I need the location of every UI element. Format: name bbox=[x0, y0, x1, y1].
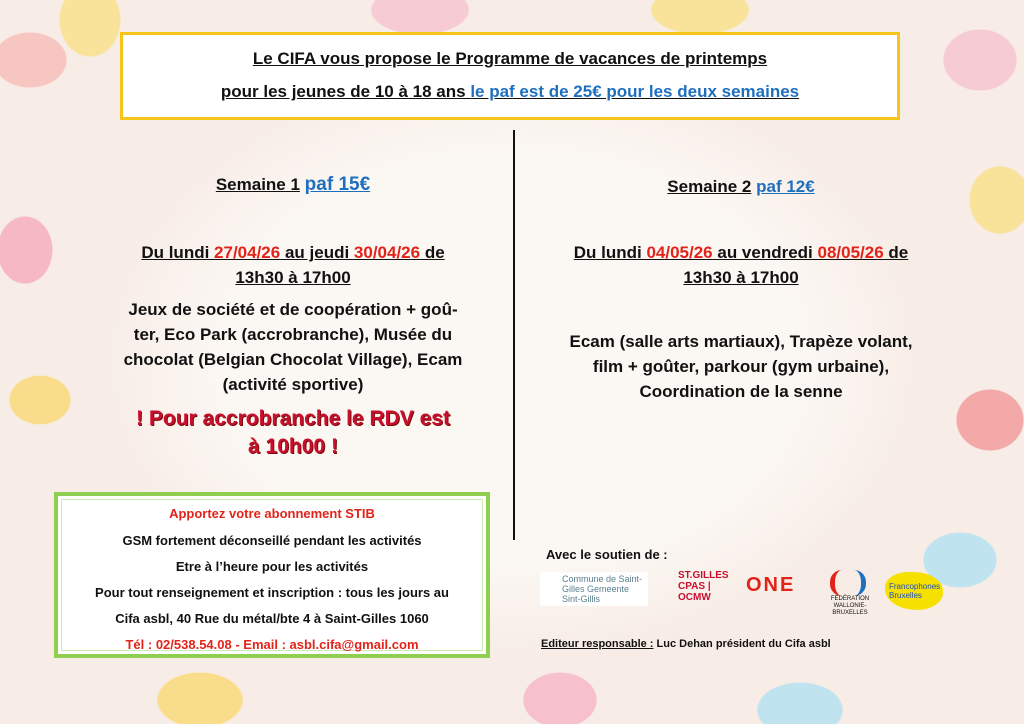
total-paf: le paf est de 25€ pour les deux semaines bbox=[470, 82, 800, 101]
fwb-mark-icon bbox=[830, 570, 866, 596]
week2-activities: Ecam (salle arts martiaux), Trapèze volant, film + goûter, parkour (gym urbaine), Coordination de la senne bbox=[569, 332, 913, 401]
title-box bbox=[120, 32, 900, 120]
gsm-note: GSM fortement déconseillé pendant les activités bbox=[122, 533, 422, 548]
editor-line: Editeur responsable : Luc Dehan président du Cifa asbl bbox=[541, 638, 831, 650]
week1-paf: paf 15€ bbox=[304, 174, 371, 195]
title-line-2 bbox=[123, 82, 897, 102]
age-range: pour les jeunes de 10 à 18 ans bbox=[220, 82, 471, 101]
stib-note: Apportez votre abonnement STIB bbox=[169, 506, 375, 521]
week1-section bbox=[90, 172, 496, 461]
week1-title: Semaine 1 bbox=[215, 175, 300, 194]
logo-fwb: FÉDÉRATION WALLONIE-BRUXELLES bbox=[830, 596, 870, 616]
sponsors-title: Avec le soutien de : bbox=[546, 547, 668, 562]
title-line-1: Le CIFA vous propose le Programme de vacances de printemps bbox=[252, 49, 768, 68]
logo-francophones: Francophones Bruxelles bbox=[885, 572, 943, 610]
logo-cpas: ST.GILLES CPAS | OCMW bbox=[678, 570, 729, 603]
week2-paf: paf 12€ bbox=[756, 177, 815, 196]
week1-dates: Du lundi 27/04/26 au jeudi 30/04/26 de bbox=[141, 243, 445, 262]
week2-dates: Du lundi 04/05/26 au vendredi 08/05/26 de bbox=[573, 243, 909, 262]
info-box bbox=[54, 492, 490, 658]
logo-one: ONE bbox=[746, 574, 796, 596]
week2-hours: 13h30 à 17h00 bbox=[683, 268, 799, 287]
week1-hours: 13h30 à 17h00 bbox=[235, 268, 351, 287]
column-divider bbox=[513, 130, 515, 540]
week2-title: Semaine 2 bbox=[667, 177, 752, 196]
logo-saint-gilles: Commune de Saint-Gilles Gemeente Sint-Gillis bbox=[540, 572, 648, 606]
week1-activities: Jeux de société et de coopération + goû- ter, Eco Park (accrobranche), Musée du chocolat (Belgian Chocolat Village), Ecam (activité sportive) bbox=[123, 300, 463, 394]
sponsor-logos bbox=[540, 570, 980, 620]
phone-email: Tél : 02/538.54.08 - Email : asbl.cifa@gmail.com bbox=[125, 637, 419, 652]
time-note: Etre à l’heure pour les activités bbox=[175, 559, 369, 574]
week1-warning: ! Pour accrobranche le RDV est à 10h00 ! bbox=[136, 407, 450, 458]
week2-section bbox=[530, 174, 952, 404]
contact-note: Pour tout renseignement et inscription : tous les jours au bbox=[95, 585, 449, 600]
address: Cifa asbl, 40 Rue du métal/bte 4 à Saint-Gilles 1060 bbox=[115, 611, 429, 626]
